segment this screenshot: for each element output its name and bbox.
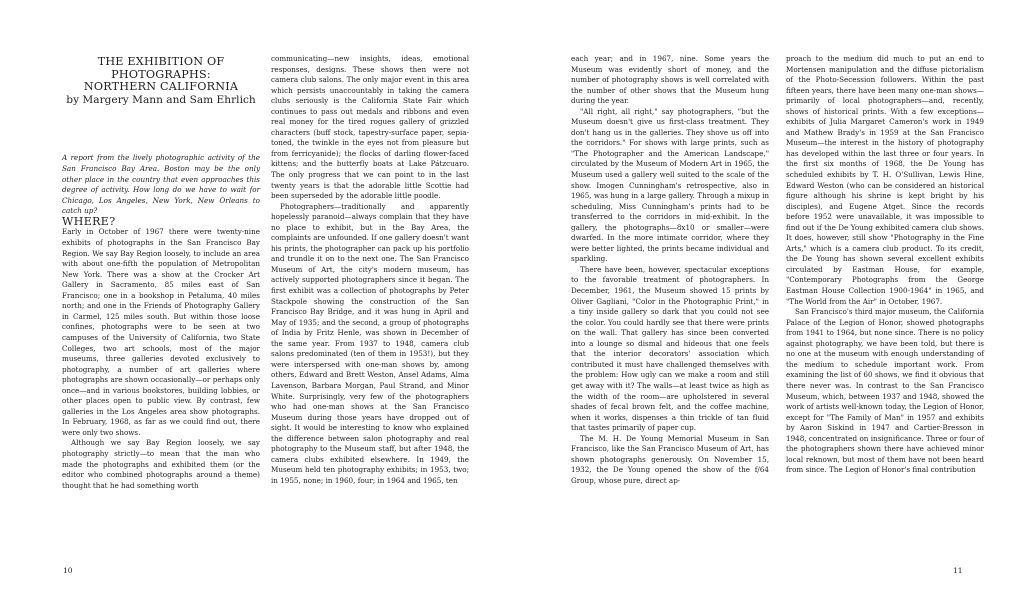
paragraph: communicating—new insights, ideas, emotional responses, designs. These shows then were not camera club salons. The only major event in this area which persists unaccountably in taking the camera clubs seriously is the California State Fair which continues to pass out medals and ribbons and even real money for the tired rogues gallery of grizzled characters (buff stock, tapestry-surface paper, sepia-toned, the twinkle in the eyes not from pleasure but from ferricyanide); the flocks of darling flower-faced kittens; and the butterfly boats at Lake Pátzcuaro. The only progress that we can point to in the last twenty years is that the adorable little Scottie had been superseded by the adorable little poodle. bbox=[271, 54, 469, 201]
column-1 bbox=[62, 56, 260, 491]
paragraph: Early in October of 1967 there were twenty-nine exhibits of photographs in the San Francisco Bay Region. We say Bay Region loosely, to include an area with about one-fifth the population of Metropolitan New York. There was a show at the Crocker Art Gallery in Sacramento, 85 miles east of San Francisco; one in a bookshop in Petaluma, 40 miles north; and one in the Friends of Photography Gallery in Carmel, 125 miles south. But within those loose confines, photographs were to be seen at two campuses of the University of California, two State Colleges, two art schools, most of the major museums, three galleries devoted exclusively to photography, a number of art galleries where photographs are shown occasionally—or perhaps only once—and in various bookstores, building lobbies, or other places open to public view. By contrast, few galleries in the Los Angeles area show photographs. In February, 1968, as far as we could find out, there were only two shows. bbox=[62, 227, 260, 437]
paragraph: Photographers—traditionally and apparently hopelessly paranoid—always complain that they have no place to exhibit, but in the Bay Area, the complaints are unfounded. If one gallery doesn't want his prints, the photographer can pack up his portfolio and trundle it on to the next one. The San Francisco Museum of Art, the city's modern museum, has actively supported photographers since it began. The first exhibit was a collection of photographs by Peter Stackpole showing the construction of the San Francisco Bay Bridge, and it was hung in April and May of 1935; and the second, a group of photographs of India by Fritz Henle, was shown in December of the same year. From 1937 to 1948, camera club salons predominated (ten of them in 1953!), but they were interspersed with one-man shows by, among others, Edward and Brett Weston, Ansel Adams, Alma Lavenson, Barbara Morgan, Paul Strand, and Minor White. Surprisingly, very few of the photographers who had one-man shows at the San Francisco Museum during those years have dropped out of sight. It would be interesting to know who explained the difference between salon photography and real photography to the Museum staff, but after 1948, the camera clubs exhibited elsewhere. In 1949, the Museum held ten photography exhibits; in 1953, two; in 1955, none; in 1960, four; in 1964 and 1965, ten bbox=[271, 201, 469, 485]
paragraph: The M. H. De Young Memorial Museum in San Francisco, like the San Francisco Museum of Art, has shown photographs generously. On November 15, 1932, the De Young opened the show of the f/64 Group, whose pure, direct ap- bbox=[571, 433, 769, 485]
column-4 bbox=[786, 54, 984, 476]
page-number-right: 11 bbox=[953, 566, 963, 575]
article-title-line-3: NORTHERN CALIFORNIA bbox=[83, 80, 239, 94]
paragraph: Although we say Bay Region loosely, we say photography strictly—to mean that the man who made the photographs and exhibited them (or the editor who combined photographs around a theme) thought that he had something worth bbox=[62, 438, 260, 490]
paragraph: proach to the medium did much to put an end to Mortensen manipulation and the diffuse pictorialism of the Photo-Secession followers. Within the past fifteen years, there have been many one-man shows—primarily of local photographers—and, recently, shows of historical prints. With a few exceptions—exhibits of Julia Margaret Cameron's work in 1949 and Mathew Brady's in 1959 at the San Francisco Museum—the interest in the history of photography has developed within the last three or four years. In the first six months of 1968, the De Young has scheduled exhibits by T. H. O'Sullivan, Lewis Hine, Edward Weston (who can be considered an historical figure although his shrine is kept bright by his disciples), and Eugene Atget. Since the records before 1952 were unavailable, it was impossible to find out if the De Young exhibited camera club shows. It does, however, still show "Photography in the Fine Arts," which is a camera club product. To its credit, the De Young has shown several excellent exhibits circulated by Eastman House, for example, "Contemporary Photographs from the George Eastman House Collection 1900-1964" in 1965, and "The World from the Air" in October, 1967. bbox=[786, 54, 984, 306]
paragraph: "All right, all right," say photographers, "but the Museum doesn't give us first-class treatment. They don't hang us in the galleries. They shove us off into the corridors." For shows with large prints, such as "The Photographer and the American Landscape," circulated by the Museum of Modern Art in 1965, the Museum used a gallery well suited to the scale of the show. Imogen Cunningham's retrospective, also in 1965, was hung in a large gallery. Through a mixup in scheduling, Miss Cunningham's prints had to be transferred to the corridors in mid-exhibit. In the gallery, the photographs—8x10 or smaller—were dwarfed. In the more intimate corridor, where they were better lighted, the prints became individual and sparkling. bbox=[571, 106, 769, 264]
column-2 bbox=[271, 54, 469, 486]
section-heading: WHERE? bbox=[62, 214, 116, 228]
intro-paragraph: A report from the lively photographic activity of the San Francisco Bay Area. Boston may be the only other place in the country that even approaches this degree of activity. How long do we have to wait for Chicago, Los Angeles, New York, New Orleans to catch up? bbox=[62, 153, 260, 216]
column-3 bbox=[571, 54, 769, 486]
paragraph: There have been, however, spectacular exceptions to the favorable treatment of photographers. In December, 1961, the Museum showed 15 prints by Oliver Gagliani, "Color in the Photographic Print," in a tiny inside gallery so dark that you could not see the color. You could hardly see that there were prints on the wall. That gallery has since been converted into a lounge so dismal and hideous that one feels that the interior decorators' association which contributed it must have challenged themselves with the problem: How ugly can we make a room and still get away with it? The walls—at least twice as high as the width of the room—are upholstered in several shades of fecal brown felt, and the coffee machine, when it works, dispenses a thin trickle of tan fluid that tastes primarily of paper cup. bbox=[571, 264, 769, 433]
article-title-line-1: THE EXHIBITION OF bbox=[97, 55, 225, 68]
paragraph: San Francisco's third major museum, the California Palace of the Legion of Honor, showed photographs from 1941 to 1964, but none since. There is no policy against photography, we have been told, but there is no one at the museum with enough understanding of the medium to schedule important work. From examining the list of 60 shows, we find it obvious that there never was. In contrast to the San Francisco Museum, which, between 1937 and 1948, showed the work of artists well-known today, the Legion of Honor, except for "The Family of Man" in 1957 and exhibits by Aaron Siskind in 1947 and Cartier-Bresson in 1948, concentrated on insignificance. Three or four of the photographers shown there have achieved minor local reknown, but most of them have not been heard from since. The Legion of Honor's final contribution bbox=[786, 307, 984, 475]
article-title-line-2: PHOTOGRAPHS: bbox=[111, 67, 211, 81]
paragraph: each year; and in 1967, nine. Some years the Museum was evidently short of money, and the number of photography shows is well correlated with the number of other shows that the Museum hung during the year. bbox=[571, 54, 769, 106]
byline: by Margery Mann and Sam Ehrlich bbox=[66, 93, 256, 106]
page-number-left: 10 bbox=[63, 566, 73, 575]
